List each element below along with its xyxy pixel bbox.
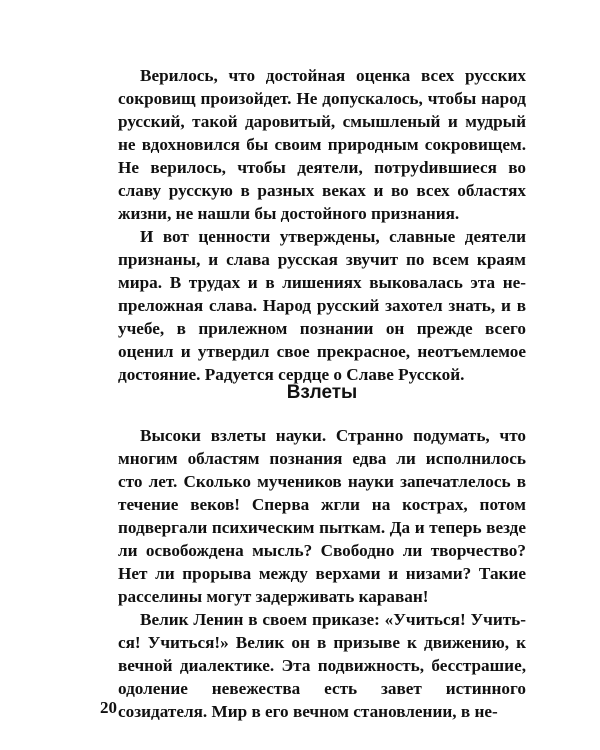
paragraph: И вот ценности утверждены, славные деятели признаны, и слава русская звучит по всем краям мира. В трудах и в лишениях выковалась эта непреложная слава. Народ русский захотел знать, и в учебе, в прилежном познании он прежде всего оценил и утвердил свое прекрасное, неотъемлемое достояние. Радуется сердце о Славе Русской. <box>118 227 526 384</box>
text-block-top <box>118 64 526 386</box>
paragraph: Высоки взлеты науки. Странно подумать, что многим областям познания едва ли исполнилось сто лет. Сколько мучеников науки запечатлелось в течение веков! Сперва жгли на кострах, потом подвергали психическим пыткам. Да и теперь везде ли освобождена мысль? Свободно ли творчество? Нет ли прорыва между верхами и низами? Такие расселины могут задерживать караван! <box>118 426 526 606</box>
page-number: 20 <box>100 698 117 717</box>
text-block-main <box>118 424 526 723</box>
section-heading: Взлеты <box>286 382 358 403</box>
paragraph: Велик Ленин в своем приказе: «Учиться! Учиться! Учиться!» Велик он в призыве к движению, к вечной диалектике. Эта подвижность, бесстрашие, одоление невежества есть завет истинного созидателя. Мир в его вечном становлении, в не- <box>118 610 526 721</box>
paragraph: Верилось, что достойная оценка всех русских сокровищ произойдет. Не допускалось, чтобы народ русский, такой даровитый, смышленый и мудрый не вдохновился бы своим природным сокровищем. Не верилось, чтобы деятели, потруdившиеся во славу русскую в разных веках и во всех областях жизни, не нашли бы достойного признания. <box>118 66 526 223</box>
